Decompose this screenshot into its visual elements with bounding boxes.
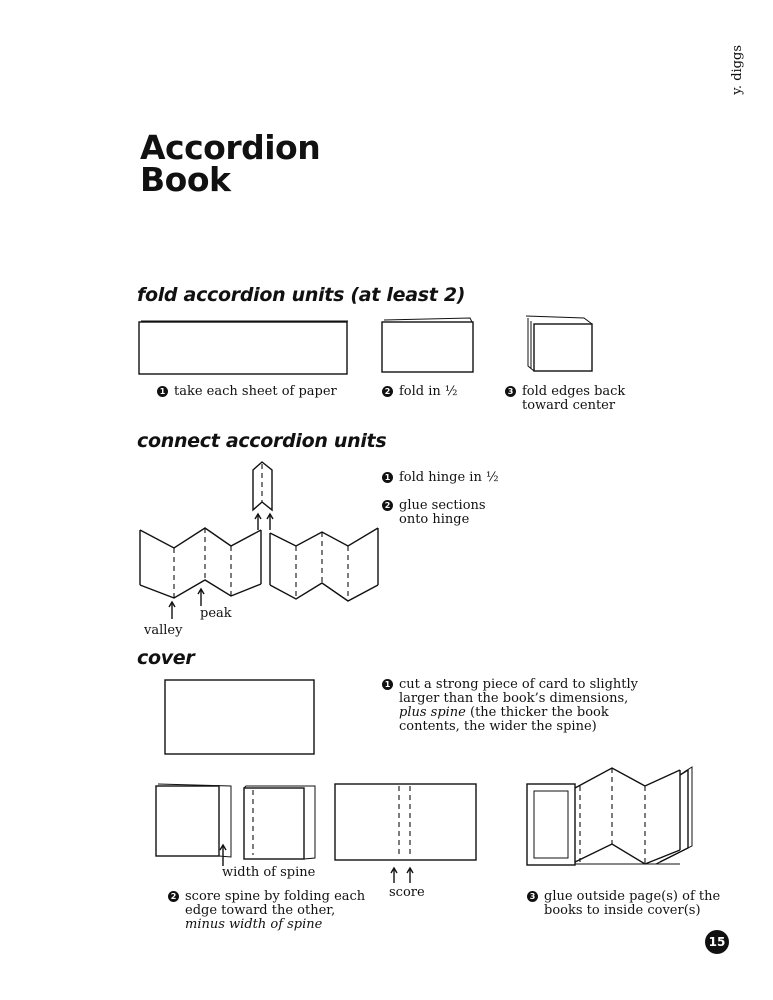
connect-step-2-line-2: onto hinge	[399, 512, 470, 527]
illustration-folded-half	[382, 318, 473, 372]
score-label: score	[389, 885, 425, 900]
connect-step-1-text: fold hinge in ½	[399, 470, 499, 485]
illustration-cover-card	[165, 680, 314, 754]
peak-label: peak	[200, 606, 232, 621]
illustration-accordion-right	[270, 528, 378, 601]
width-of-spine-label: width of spine	[222, 865, 316, 880]
valley-label: valley	[144, 623, 183, 638]
step-number-badge: 2	[382, 386, 393, 397]
fold-step-3-line-1: fold edges back	[522, 384, 626, 399]
cover-step-2-line-2: edge toward the other,	[185, 903, 336, 918]
illustration-flat-sheet	[139, 321, 348, 374]
step-number-badge: 1	[382, 472, 393, 483]
cover-step-1-line-2: larger than the book’s dimensions,	[399, 691, 629, 706]
illustration-arrow-width-of-spine	[220, 845, 226, 866]
cover-step-2-line-1: score spine by folding each	[185, 889, 366, 904]
step-number-badge: 1	[382, 679, 393, 690]
connect-step-2-line-1: glue sections	[399, 498, 486, 513]
illustration-finished-book	[527, 767, 692, 865]
illustration-edges-folded	[526, 316, 592, 371]
cover-step-3-line-2: books to inside cover(s)	[544, 903, 701, 918]
illustration-accordion-left	[140, 528, 261, 598]
fold-step-3-line-2: toward center	[522, 398, 616, 413]
cover-step-3-line-1: glue outside page(s) of the	[544, 889, 721, 904]
illustration-arrows-hinge	[255, 514, 273, 530]
illustration-cover-fold-left	[156, 784, 231, 857]
section-heading-cover: cover	[137, 647, 195, 669]
section-heading-fold: fold accordion units (at least 2)	[137, 284, 466, 306]
cover-step-1-line-4: contents, the wider the spine)	[399, 719, 597, 734]
fold-step-1-text: take each sheet of paper	[174, 384, 337, 399]
title-line-2: Book	[140, 160, 231, 199]
cover-step-1-line-3-rest: (the thicker the book	[465, 705, 609, 720]
page-number: 15	[705, 930, 729, 954]
step-number-badge: 3	[527, 891, 538, 902]
illustration-arrows-score	[391, 868, 413, 883]
author-credit: y. diggs	[730, 45, 745, 95]
step-number-badge: 2	[382, 500, 393, 511]
cover-step-1-italic: plus spine	[399, 705, 466, 720]
cover-step-1-line-1: cut a strong piece of card to slightly	[399, 677, 638, 692]
step-number-badge: 1	[157, 386, 168, 397]
step-number-badge: 2	[168, 891, 179, 902]
illustration-hinge	[253, 462, 272, 510]
fold-step-2-text: fold in ½	[399, 384, 458, 399]
title-line-1: Accordion	[140, 128, 321, 167]
step-number-badge: 3	[505, 386, 516, 397]
illustration-cover-fold-right	[244, 786, 315, 859]
cover-step-2-line-3: minus width of spine	[185, 917, 323, 932]
section-heading-connect: connect accordion units	[137, 430, 387, 452]
illustration-cover-scored	[335, 784, 476, 860]
